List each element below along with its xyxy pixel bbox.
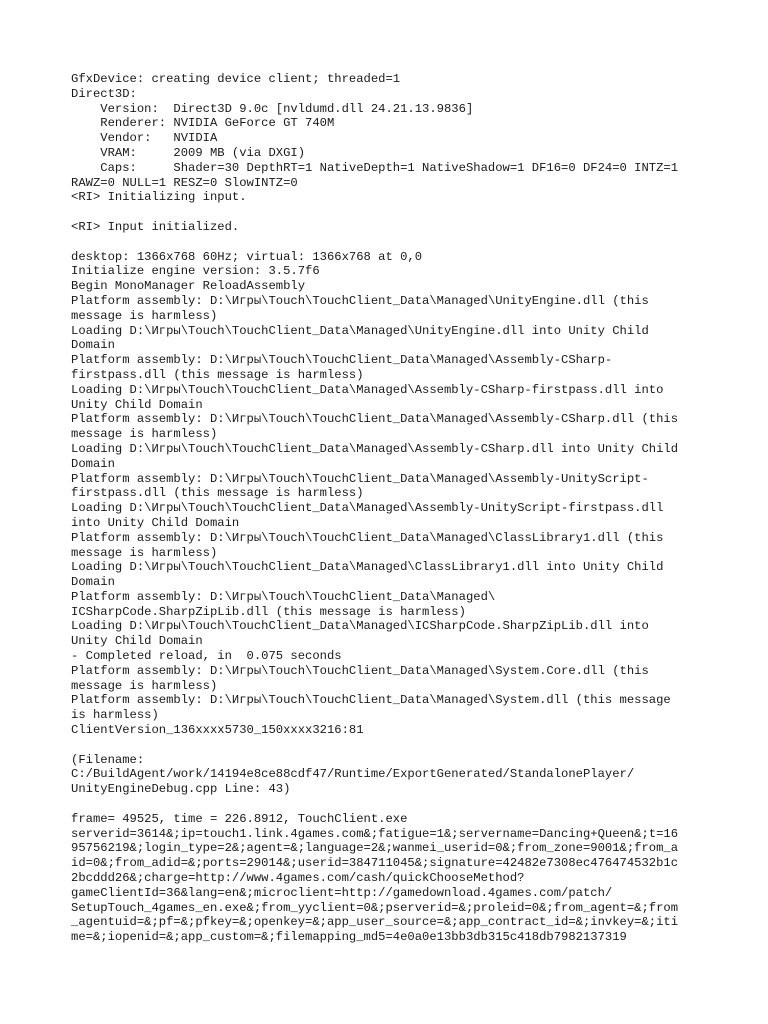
log-line: Platform assembly: D:\Игры\Touch\TouchClient_Data\Managed\: [71, 589, 496, 604]
log-document: [71, 72, 711, 945]
log-line: message is harmless): [71, 678, 218, 693]
log-line: Platform assembly: D:\Игры\Touch\TouchClient_Data\Managed\System.Core.dll (this: [71, 663, 649, 678]
log-line: - Completed reload, in 0.075 seconds: [71, 649, 342, 664]
log-line: Loading D:\Игры\Touch\TouchClient_Data\Managed\ClassLibrary1.dll into Unity Child: [71, 560, 664, 575]
log-line: Caps: Shader=30 DepthRT=1 NativeDepth=1 NativeShadow=1 DF16=0 DF24=0 INTZ=1: [71, 160, 679, 175]
log-line: id=0&;from_adid=&;ports=29014&;userid=384711045&;signature=42482e7308ec476474532b1c: [71, 856, 679, 871]
log-line: Platform assembly: D:\Игры\Touch\TouchClient_Data\Managed\Assembly-CSharp.dll (this: [71, 412, 679, 427]
log-line: Platform assembly: D:\Игры\Touch\TouchClient_Data\Managed\ClassLibrary1.dll (this: [71, 530, 664, 545]
log-line: <RI> Input initialized.: [71, 219, 240, 234]
log-line: Platform assembly: D:\Игры\Touch\TouchClient_Data\Managed\UnityEngine.dll (this: [71, 293, 649, 308]
log-line: Platform assembly: D:\Игры\Touch\TouchClient_Data\Managed\Assembly-UnityScript-: [71, 471, 649, 486]
log-line: Version: Direct3D 9.0c [nvldumd.dll 24.21.13.9836]: [71, 101, 474, 116]
log-line: message is harmless): [71, 545, 218, 560]
log-line: (Filename:: [71, 752, 145, 767]
log-line: [71, 205, 711, 220]
log-line: UnityEngineDebug.cpp Line: 43): [71, 782, 291, 797]
log-line: me=&;iopenid=&;app_custom=&;filemapping_md5=4e0a0e13bb3db315c418db7982137319: [71, 930, 627, 945]
log-line: GfxDevice: creating device client; threaded=1: [71, 72, 401, 86]
log-line: [71, 797, 711, 812]
log-line: message is harmless): [71, 308, 218, 323]
log-line: Loading D:\Игры\Touch\TouchClient_Data\Managed\UnityEngine.dll into Unity Child: [71, 323, 649, 338]
log-line: 2bcddd26&;charge=http://www.4games.com/cash/quickChooseMethod?: [71, 871, 525, 886]
log-line: Domain: [71, 338, 115, 353]
log-line: Direct3D:: [71, 86, 137, 101]
log-line: message is harmless): [71, 427, 218, 442]
log-line: ClientVersion_136xxxx5730_150xxxx3216:81: [71, 723, 364, 738]
log-line: desktop: 1366x768 60Hz; virtual: 1366x768 at 0,0: [71, 249, 423, 264]
log-line: Domain: [71, 456, 115, 471]
log-line: Loading D:\Игры\Touch\TouchClient_Data\Managed\Assembly-CSharp-firstpass.dll into: [71, 382, 664, 397]
log-line: Initialize engine version: 3.5.7f6: [71, 264, 320, 279]
log-line: [71, 235, 711, 250]
log-line: ICSharpCode.SharpZipLib.dll (this message is harmless): [71, 604, 466, 619]
log-line: firstpass.dll (this message is harmless): [71, 367, 364, 382]
log-line: Renderer: NVIDIA GeForce GT 740M: [71, 116, 335, 131]
log-line: serverid=3614&;ip=touch1.link.4games.com&;fatigue=1&;servername=Dancing+Queen&;t=16: [71, 826, 679, 841]
log-line: Unity Child Domain: [71, 634, 203, 649]
log-line: is harmless): [71, 708, 159, 723]
log-line: Domain: [71, 575, 115, 590]
log-line: Loading D:\Игры\Touch\TouchClient_Data\Managed\Assembly-CSharp.dll into Unity Child: [71, 441, 679, 456]
log-line: Unity Child Domain: [71, 397, 203, 412]
log-line: Begin MonoManager ReloadAssembly: [71, 279, 306, 294]
log-line: _agentuid=&;pf=&;pfkey=&;openkey=&;app_user_source=&;app_contract_id=&;invkey=&;iti: [71, 915, 679, 930]
log-line: gameClientId=36&lang=en&;microclient=http://gamedownload.4games.com/patch/: [71, 885, 613, 900]
log-line: SetupTouch_4games_en.exe&;from_yyclient=0&;pserverid=&;proleid=0&;from_agent=&;from: [71, 900, 679, 915]
log-line: C:/BuildAgent/work/14194e8ce88cdf47/Runtime/ExportGenerated/StandalonePlayer/: [71, 767, 635, 782]
log-line: firstpass.dll (this message is harmless): [71, 486, 364, 501]
log-line: <RI> Initializing input.: [71, 190, 247, 205]
log-line: [71, 738, 711, 753]
log-line: RAWZ=0 NULL=1 RESZ=0 SlowINTZ=0: [71, 175, 298, 190]
log-line: Loading D:\Игры\Touch\TouchClient_Data\Managed\Assembly-UnityScript-firstpass.dll: [71, 501, 664, 516]
log-line: frame= 49525, time = 226.8912, TouchClient.exe: [71, 811, 408, 826]
log-line: Platform assembly: D:\Игры\Touch\TouchClient_Data\Managed\System.dll (this message: [71, 693, 671, 708]
log-line: Vendor: NVIDIA: [71, 131, 218, 146]
log-line: Loading D:\Игры\Touch\TouchClient_Data\Managed\ICSharpCode.SharpZipLib.dll into: [71, 619, 649, 634]
log-line: into Unity Child Domain: [71, 515, 240, 530]
log-line: VRAM: 2009 MB (via DXGI): [71, 145, 306, 160]
log-line: 95756219&;login_type=2&;agent=&;language=2&;wanmei_userid=0&;from_zone=9001&;from_a: [71, 841, 679, 856]
log-line: Platform assembly: D:\Игры\Touch\TouchClient_Data\Managed\Assembly-CSharp-: [71, 353, 613, 368]
